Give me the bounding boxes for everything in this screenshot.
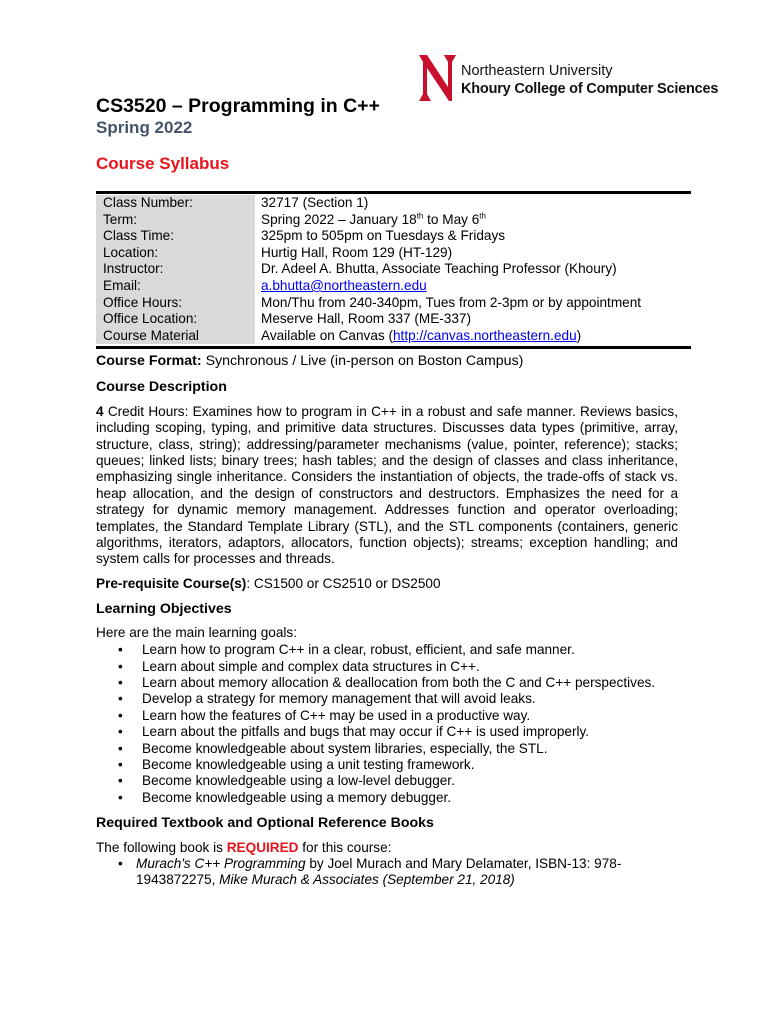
list-item: • Learn how to program C++ in a clear, robust, efficient, and safe manner. (96, 642, 678, 658)
list-item: • Become knowledgeable using a low-level debugger. (96, 773, 678, 789)
book-title: Murach's C++ Programming (136, 855, 306, 871)
course-description-text (96, 404, 678, 568)
course-info-table (96, 191, 691, 349)
university-name: Northeastern University (461, 63, 613, 79)
term-end: to May 6 (423, 211, 480, 227)
info-row-email (96, 278, 691, 295)
info-value: Meserve Hall, Room 337 (ME-337) (261, 311, 472, 327)
course-format-label: Course Format: (96, 353, 202, 369)
course-format-value: Synchronous / Live (in-person on Boston Campus) (201, 353, 524, 369)
term-start-suffix: th (416, 211, 424, 221)
info-label: Class Number: (96, 195, 255, 212)
description-body: Credit Hours: Examines how to program in C++ in a robust and safe manner. Reviews basics, including scoping, typing, and primitive data structures. Discusses data types (primitive, array, structure, class, string); addressing/parameter mechanisms (value, pointer, reference); stacks; queues; linked lists; binary trees; hash tables; and the design of classes and class inheritance, emphasizing single inheritance. Considers the instantiation of objects, the trade-offs of stack vs. heap allocation, and the design of constructors and destructors. Emphasizes the need for a strategy for dynamic memory management. Addresses function and operator overloading; templates, the Standard Template Library (STL), and the STL components (containers, generic algorithms, iterators, adaptors, allocators, function objects); streams; exception handling; and system calls for processes and threads. (96, 403, 678, 567)
course-description-heading: Course Description (96, 379, 227, 396)
textbook-heading: Required Textbook and Optional Reference Books (96, 815, 434, 832)
prerequisites-value: : CS1500 or CS2510 or DS2500 (246, 575, 441, 591)
material-prefix: Available on Canvas ( (261, 327, 393, 343)
learning-objectives-intro: Here are the main learning goals: (96, 624, 297, 640)
northeastern-n-logo-icon (418, 54, 460, 102)
course-title: CS3520 – Programming in C++ (96, 95, 380, 117)
list-item: • Learn about memory allocation & deallocation from both the C and C++ perspectives. (96, 675, 678, 691)
info-row-class-number (96, 195, 691, 212)
book-authors: by Joel Murach and Mary Delamater, ISBN-13: 978-1943872275, (136, 855, 622, 888)
list-item: • Become knowledgeable about system libraries, especially, the STL. (96, 741, 678, 757)
info-row-location (96, 245, 691, 262)
textbook-intro-start: The following book is (96, 839, 227, 855)
info-label: Location: (96, 245, 255, 262)
info-label: Class Time: (96, 228, 255, 245)
info-value (255, 212, 691, 229)
info-label: Email: (96, 278, 255, 295)
list-item (96, 856, 678, 889)
list-item: • Develop a strategy for memory management that will avoid leaks. (96, 691, 678, 707)
info-value: 325pm to 505pm on Tuesdays & Fridays (261, 228, 506, 244)
info-value: Mon/Thu from 240-340pm, Tues from 2-3pm or by appointment (261, 294, 642, 310)
book-publisher: Mike Murach & Associates (September 21, 2018) (219, 872, 515, 888)
material-suffix: ) (576, 327, 582, 343)
list-item: • Learn about the pitfalls and bugs that may occur if C++ is used improperly. (96, 724, 678, 740)
info-label: Office Location: (96, 311, 255, 328)
info-row-class-time (96, 228, 691, 245)
prerequisites (96, 576, 678, 592)
info-value (255, 278, 691, 295)
list-item: • Become knowledgeable using a unit testing framework. (96, 757, 678, 773)
textbook-list (96, 856, 678, 889)
prerequisites-label: Pre-requisite Course(s) (96, 575, 247, 591)
course-format (96, 353, 678, 369)
syllabus-title: Course Syllabus (96, 154, 230, 173)
info-row-office-location (96, 311, 691, 328)
email-link[interactable]: a.bhutta@northeastern.edu (261, 277, 427, 293)
credit-hours: 4 (96, 403, 104, 419)
info-row-instructor (96, 261, 691, 278)
info-value: Dr. Adeel A. Bhutta, Associate Teaching Professor (Khoury) (261, 261, 617, 277)
textbook-intro-end: for this course: (298, 839, 392, 855)
canvas-link[interactable]: http://canvas.northeastern.edu (393, 327, 577, 343)
info-row-office-hours (96, 295, 691, 312)
required-label: REQUIRED (226, 839, 299, 855)
college-name: Khoury College of Computer Sciences (461, 81, 719, 97)
info-label: Course Material (96, 328, 255, 345)
info-value (255, 328, 691, 345)
learning-objectives-heading: Learning Objectives (96, 601, 232, 618)
info-row-course-material (96, 328, 691, 345)
info-value: Hurtig Hall, Room 129 (HT-129) (261, 244, 453, 260)
list-item: • Learn how the features of C++ may be used in a productive way. (96, 708, 678, 724)
info-label: Instructor: (96, 261, 255, 278)
info-label: Office Hours: (96, 295, 255, 312)
term-end-suffix: th (479, 211, 486, 221)
info-row-term (96, 212, 691, 229)
university-logo (418, 54, 718, 104)
list-item: • Become knowledgeable using a memory debugger. (96, 790, 678, 806)
list-item: • Learn about simple and complex data structures in C++. (96, 659, 678, 675)
info-label: Term: (96, 212, 255, 229)
term-title: Spring 2022 (96, 118, 193, 137)
term-start: Spring 2022 – January 18 (261, 211, 417, 227)
learning-objectives-list (96, 642, 678, 806)
info-value: 32717 (Section 1) (261, 195, 369, 210)
textbook-intro (96, 840, 678, 856)
syllabus-body (96, 353, 678, 889)
